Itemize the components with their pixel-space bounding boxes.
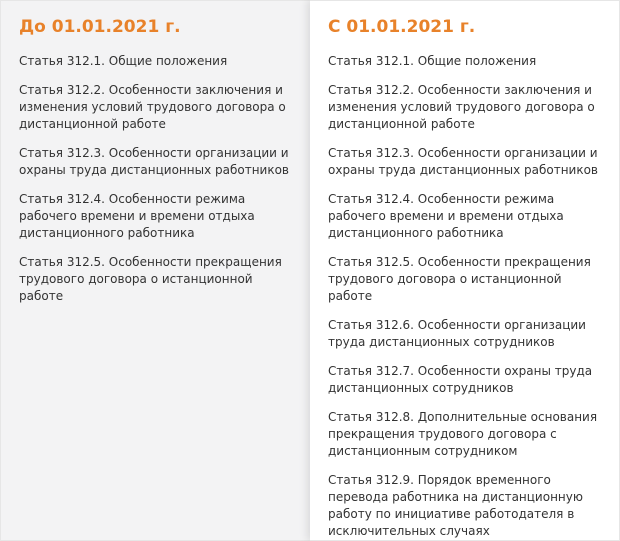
list-item: Статья 312.4. Особенности режима рабочего времени и времени отдыха дистанционного работника: [328, 192, 564, 240]
list-item: Статья 312.8. Дополнительные основания прекращения трудового договора с дистанционным сотрудником: [328, 410, 598, 458]
article-list-after: [328, 53, 603, 540]
list-item: Статья 312.4. Особенности режима рабочего времени и времени отдыха дистанционного работника: [19, 192, 255, 240]
list-item: Статья 312.5. Особенности прекращения трудового договора о истанционной работе: [328, 255, 591, 303]
list-item: Статья 312.2. Особенности заключения и изменения условий трудового договора о дистанционной работе: [19, 83, 286, 131]
list-item: Статья 312.2. Особенности заключения и изменения условий трудового договора о дистанционной работе: [328, 83, 595, 131]
article-list-before: [19, 53, 294, 305]
column-title-after: С 01.01.2021 г.: [328, 17, 476, 37]
list-item: Статья 312.6. Особенности организации труда дистанционных сотрудников: [328, 318, 586, 349]
column-title-before: До 01.01.2021 г.: [19, 17, 181, 37]
list-item: Статья 312.5. Особенности прекращения трудового договора о истанционной работе: [19, 255, 282, 303]
list-item: Статья 312.7. Особенности охраны труда дистанционных сотрудников: [328, 364, 593, 395]
column-from-2021: [310, 0, 620, 541]
list-item: Статья 312.1. Общие положения: [19, 54, 228, 68]
list-item: Статья 312.9. Порядок временного перевода работника на дистанционную работу по инициативе работодателя в исключительных случаях: [328, 473, 583, 538]
list-item: Статья 312.3. Особенности организации и охраны труда дистанционных работников: [328, 146, 599, 177]
list-item: Статья 312.3. Особенности организации и охраны труда дистанционных работников: [19, 146, 290, 177]
list-item: Статья 312.1. Общие положения: [328, 54, 537, 68]
